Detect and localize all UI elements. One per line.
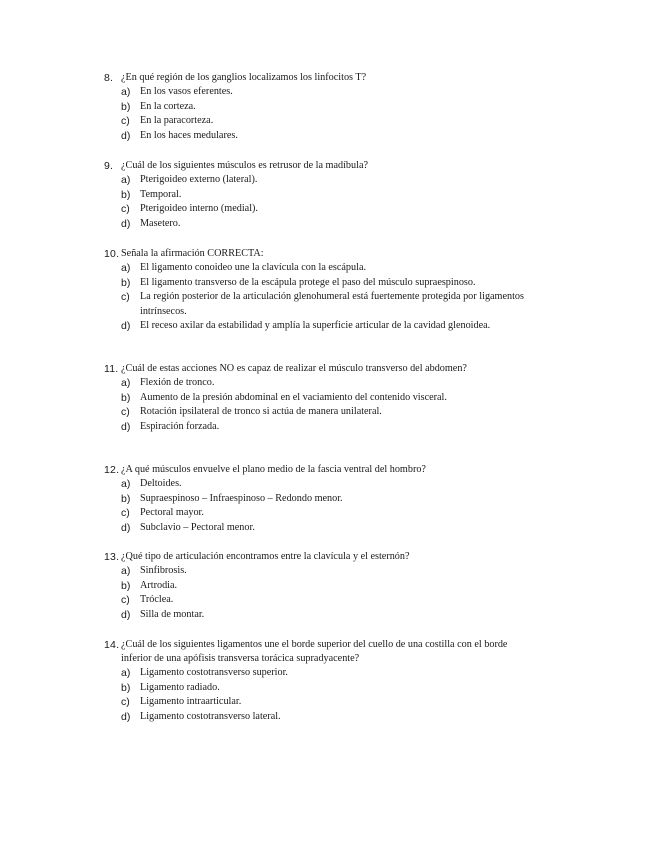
option-text: Deltoides. xyxy=(140,478,182,489)
option-text: Subclavio – Pectoral menor. xyxy=(140,521,255,533)
option-letter: a) xyxy=(121,565,131,577)
option-text: Sinfibrosis. xyxy=(140,565,187,576)
question-text: ¿En qué región de los ganglios localizamos los linfocitos T? xyxy=(121,72,367,83)
option-letter: b) xyxy=(121,100,131,113)
option-letter: c) xyxy=(121,203,130,216)
option-text: La región posterior de la articulación glenohumeral está fuertemente protegida por ligamentos intrínsecos. xyxy=(140,291,524,317)
option-text: El ligamento conoideo une la clavícula con la escápula. xyxy=(140,262,367,273)
option-letter: d) xyxy=(121,608,131,621)
option-letter: a) xyxy=(121,174,131,186)
option-letter: a) xyxy=(121,377,131,389)
option-text: Masetero. xyxy=(140,217,181,229)
question-text: ¿Qué tipo de articulación encontramos entre la clavícula y el esternón? xyxy=(121,551,410,562)
option-text: Flexión de tronco. xyxy=(140,377,215,388)
option-letter: d) xyxy=(121,710,131,723)
question-text: ¿A qué músculos envuelve el plano medio de la fascia ventral del hombro? xyxy=(121,464,426,475)
option-letter: b) xyxy=(121,492,131,505)
option-letter: c) xyxy=(121,115,130,128)
question-8 xyxy=(104,71,524,143)
question-text: Señala la afirmación CORRECTA: xyxy=(121,248,264,259)
option-letter: a) xyxy=(121,86,131,98)
option-letter: d) xyxy=(121,521,131,534)
option-letter: a) xyxy=(121,667,131,679)
option-letter: b) xyxy=(121,276,131,289)
question-14 xyxy=(104,638,524,724)
option-text: Pterigoideo externo (lateral). xyxy=(140,174,258,185)
question-12 xyxy=(104,463,524,535)
option-letter: d) xyxy=(121,320,131,333)
question-9 xyxy=(104,159,524,231)
option-letter: d) xyxy=(121,217,131,230)
option-text: Silla de montar. xyxy=(140,608,205,620)
question-number: 12. xyxy=(104,464,120,476)
option-text: Ligamento costotransverso lateral. xyxy=(140,710,281,722)
option-text: Espiración forzada. xyxy=(140,420,220,432)
option-text: El receso axilar da estabilidad y amplía la superficie articular de la cavidad glenoidea. xyxy=(140,320,491,332)
option-letter: c) xyxy=(121,507,130,520)
option-text: Supraespinoso – Infraespinoso – Redondo menor. xyxy=(140,492,343,504)
option-text: Aumento de la presión abdominal en el vaciamiento del contenido visceral. xyxy=(140,391,447,403)
option-letter: a) xyxy=(121,478,131,490)
option-letter: d) xyxy=(121,420,131,433)
option-text: Temporal. xyxy=(140,188,182,200)
option-letter: b) xyxy=(121,579,131,592)
question-text: ¿Cuál de estas acciones NO es capaz de realizar el músculo transverso del abdomen? xyxy=(121,363,467,374)
option-text: El ligamento transverso de la escápula protege el paso del músculo supraespinoso. xyxy=(140,276,476,288)
question-text: ¿Cuál de los siguientes ligamentos une el borde superior del cuello de una costilla con el borde inferior de una apófisis transversa torácica supradyacente? xyxy=(121,639,508,664)
option-letter: c) xyxy=(121,696,130,709)
question-number: 9. xyxy=(104,160,114,172)
option-text: Ligamento intraarticular. xyxy=(140,696,242,708)
option-text: Pterigoideo interno (medial). xyxy=(140,203,258,215)
question-number: 14. xyxy=(104,639,120,651)
question-text: ¿Cuál de los siguientes músculos es retrusor de la madíbula? xyxy=(121,160,368,171)
question-number: 11. xyxy=(104,363,119,375)
option-text: En los haces medulares. xyxy=(140,129,238,141)
option-text: En la paracorteza. xyxy=(140,115,214,127)
question-number: 8. xyxy=(104,72,114,84)
option-letter: d) xyxy=(121,129,131,142)
option-letter: b) xyxy=(121,188,131,201)
option-text: Tróclea. xyxy=(140,594,174,606)
question-10 xyxy=(104,247,524,334)
option-text: Ligamento radiado. xyxy=(140,681,220,693)
option-letter: b) xyxy=(121,681,131,694)
question-number: 10. xyxy=(104,248,120,260)
option-letter: a) xyxy=(121,262,131,274)
option-letter: c) xyxy=(121,291,130,304)
question-13 xyxy=(104,550,524,622)
question-11 xyxy=(104,362,524,434)
option-letter: c) xyxy=(121,594,130,607)
option-text: Rotación ipsilateral de tronco si actúa de manera unilateral. xyxy=(140,406,382,418)
option-text: En la corteza. xyxy=(140,100,196,112)
option-letter: b) xyxy=(121,391,131,404)
option-text: Pectoral mayor. xyxy=(140,507,204,519)
question-number: 13. xyxy=(104,551,120,563)
option-letter: c) xyxy=(121,406,130,419)
option-text: Artrodia. xyxy=(140,579,178,591)
option-text: Ligamento costotransverso superior. xyxy=(140,667,288,678)
option-text: En los vasos eferentes. xyxy=(140,86,233,97)
